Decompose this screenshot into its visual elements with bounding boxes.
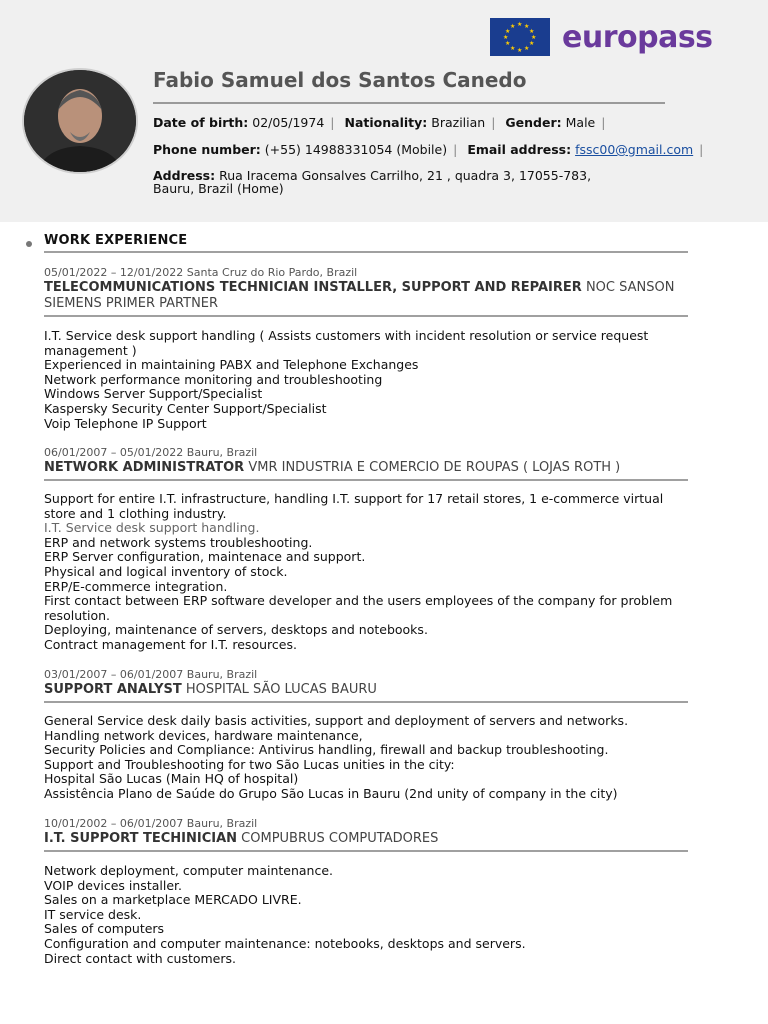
job-date: 05/01/2022 – 12/01/2022 Santa Cruz do Rio Pardo, Brazil — [44, 266, 358, 279]
section-title: WORK EXPERIENCE — [44, 233, 188, 248]
job-line: IT service desk. — [44, 906, 142, 922]
job-divider — [44, 701, 688, 703]
job-description — [44, 714, 684, 802]
job-company: HOSPITAL SÃO LUCAS BAURU — [185, 682, 377, 697]
job-date: 03/01/2007 – 06/01/2007 Bauru, Brazil — [44, 668, 258, 681]
personal-info-row-2: Phone number: (+55) 14988331054 (Mobile) | Email address: fssc00@gmail.com | — [153, 142, 704, 157]
job-line: Sales of computers — [44, 921, 165, 937]
job-line: Configuration and computer maintenance: notebooks, desktops and servers. — [44, 935, 526, 951]
section-bullet-icon — [26, 241, 32, 247]
job-line: General Service desk daily basis activities, support and deployment of servers and networks. — [44, 713, 629, 728]
job-title-line — [44, 831, 688, 847]
nationality-label: Nationality: — [344, 115, 428, 130]
phone-value: (+55) 14988331054 (Mobile) — [264, 142, 448, 157]
job-title: TELECOMMUNICATIONS TECHNICIAN INSTALLER, SUPPORT AND REPAIRER — [44, 280, 582, 295]
avatar — [22, 68, 138, 174]
job-title-line — [44, 460, 688, 476]
job-description — [44, 492, 684, 653]
job-divider — [44, 315, 688, 317]
job-company: VMR INDUSTRIA E COMERCIO DE ROUPAS ( LOJAS ROTH ) — [248, 460, 621, 475]
job-line: Contract management for I.T. resources. — [44, 636, 297, 652]
job-line: ERP Server configuration, maintenace and support. — [44, 549, 366, 565]
europass-logo — [490, 18, 713, 56]
email-label: Email address: — [467, 142, 572, 157]
job-line: Physical and logical inventory of stock. — [44, 563, 288, 579]
europass-wordmark: europass — [562, 19, 713, 55]
job-title-line — [44, 682, 688, 698]
job-line: I.T. Service desk support handling. — [44, 520, 260, 536]
job-line: Deploying, maintenance of servers, desktops and notebooks. — [44, 622, 428, 638]
job-date: 06/01/2007 – 05/01/2022 Bauru, Brazil — [44, 446, 258, 459]
job-line: Network deployment, computer maintenance. — [44, 863, 334, 878]
job-line: I.T. Service desk support handling ( Assists customers with incident resolution or service request management ) — [44, 328, 649, 358]
section-divider — [44, 251, 688, 253]
job-title-line — [44, 280, 688, 312]
gender-value: Male — [565, 115, 596, 130]
email-link[interactable]: fssc00@gmail.com — [575, 142, 694, 157]
name-divider — [153, 102, 665, 104]
nationality-value: Brazilian — [431, 115, 486, 130]
job-divider — [44, 479, 688, 481]
job-line: Direct contact with customers. — [44, 950, 236, 966]
address-value: Rua Iracema Gonsalves Carrilho, 21 , quadra 3, 17055-783, Bauru, Brazil (Home) — [153, 168, 592, 196]
phone-label: Phone number: — [153, 142, 261, 157]
job-description — [44, 329, 684, 431]
eu-flag-icon: ★ ★ ★ ★ ★ ★ ★ ★ ★ ★ ★ ★ — [490, 18, 550, 56]
job-company: NOC SANSON SIEMENS PRIMER PARTNER — [44, 280, 675, 311]
job-date: 10/01/2002 – 06/01/2007 Bauru, Brazil — [44, 817, 258, 830]
job-line: Experienced in maintaining PABX and Telephone Exchanges — [44, 357, 419, 373]
address-row — [153, 169, 623, 195]
job-line: Network performance monitoring and troubleshooting — [44, 371, 383, 387]
job-description — [44, 864, 684, 966]
dob-value: 02/05/1974 — [252, 115, 325, 130]
personal-info-row-1: Date of birth: 02/05/1974 | Nationality: Brazilian | Gender: Male | — [153, 115, 606, 130]
job-title: SUPPORT ANALYST — [44, 682, 182, 697]
job-divider — [44, 850, 688, 852]
job-line: First contact between ERP software developer and the users employees of the company for problem resolution. — [44, 593, 673, 623]
job-line: Security Policies and Compliance: Antivirus handling, firewall and backup troubleshooting. — [44, 742, 609, 758]
dob-label: Date of birth: — [153, 115, 249, 130]
person-name: Fabio Samuel dos Santos Canedo — [153, 68, 527, 92]
job-line: Handling network devices, hardware maintenance, — [44, 727, 363, 743]
job-title: I.T. SUPPORT TECHINICIAN — [44, 831, 238, 846]
header — [0, 0, 768, 222]
job-line: Assistência Plano de Saúde do Grupo São Lucas in Bauru (2nd unity of company in the city) — [44, 785, 618, 801]
job-line: ERP and network systems troubleshooting. — [44, 534, 313, 550]
job-line: Sales on a marketplace MERCADO LIVRE. — [44, 892, 302, 908]
job-line: Windows Server Support/Specialist — [44, 386, 263, 402]
job-line: Voip Telephone IP Support — [44, 415, 207, 431]
job-line: Support for entire I.T. infrastructure, handling I.T. support for 17 retail stores, 1 e-commerce virtual store and 1 clothing industry. — [44, 491, 664, 521]
job-title: NETWORK ADMINISTRATOR — [44, 460, 245, 475]
job-company: COMPUBRUS COMPUTADORES — [241, 831, 439, 846]
job-line: ERP/E-commerce integration. — [44, 578, 228, 594]
gender-label: Gender: — [505, 115, 562, 130]
job-line: Support and Troubleshooting for two São Lucas unities in the city: — [44, 756, 455, 772]
job-line: Hospital São Lucas (Main HQ of hospital) — [44, 771, 299, 787]
job-line: Kaspersky Security Center Support/Specialist — [44, 400, 327, 416]
address-label: Address: — [153, 168, 216, 183]
job-line: VOIP devices installer. — [44, 877, 182, 893]
